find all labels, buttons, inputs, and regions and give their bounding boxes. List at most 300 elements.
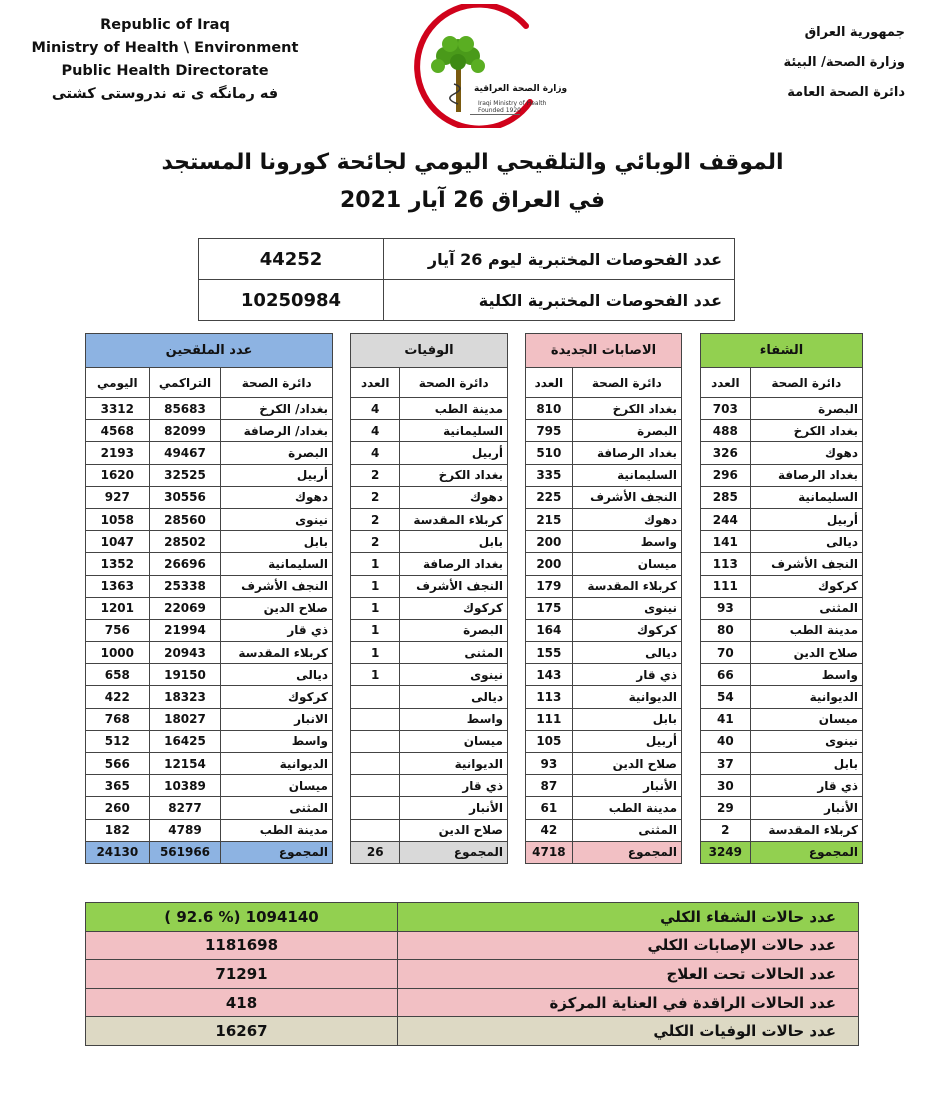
cumulative-cell: 18027: [149, 708, 221, 730]
table-row: [351, 708, 508, 730]
count-cell: 70: [701, 642, 751, 664]
dept-cell: كركوك: [221, 686, 333, 708]
cumulative-cell: 10389: [149, 775, 221, 797]
dept-cell: واسط: [572, 531, 681, 553]
table-row: [526, 819, 682, 841]
summary-label: عدد حالات الإصابات الكلي: [398, 931, 859, 960]
count-cell: 1: [351, 642, 400, 664]
cumulative-cell: 28560: [149, 508, 221, 530]
count-cell: 164: [526, 619, 573, 641]
count-cell: 29: [701, 797, 751, 819]
dept-cell: ميسان: [572, 553, 681, 575]
table-row: [701, 575, 863, 597]
dept-cell: بغداد/ الرصافة: [221, 420, 333, 442]
dept-cell: المثنى: [750, 597, 862, 619]
dept-cell: نينوى: [221, 508, 333, 530]
dept-cell: الديوانية: [221, 753, 333, 775]
dept-cell: ذي قار: [400, 775, 508, 797]
header-country: Republic of Iraq: [100, 17, 230, 33]
header-arabic-block: [685, 18, 905, 108]
new-cases-table: [525, 333, 682, 864]
dept-cell: صلاح الدين: [221, 597, 333, 619]
header-kurdish: فه رمانگه ى ته ندروستى كشتى: [51, 86, 279, 102]
count-cell: 37: [701, 753, 751, 775]
table-row: [701, 797, 863, 819]
dept-cell: أربيل: [750, 508, 862, 530]
count-cell: 488: [701, 420, 751, 442]
count-cell: 335: [526, 464, 573, 486]
table-row: [701, 420, 863, 442]
table-row: [86, 775, 333, 797]
table-row: [86, 420, 333, 442]
table-row: [701, 708, 863, 730]
count-cell: 40: [701, 730, 751, 752]
dept-cell: بغداد الكرخ: [572, 398, 681, 420]
dept-cell: مدينة الطب: [221, 819, 333, 841]
count-cell: 66: [701, 664, 751, 686]
table-row: [351, 486, 508, 508]
count-header: العدد: [526, 368, 573, 398]
dept-cell: ميسان: [221, 775, 333, 797]
count-cell: 795: [526, 420, 573, 442]
dept-cell: مدينة الطب: [750, 619, 862, 641]
count-cell: 42: [526, 819, 573, 841]
cumulative-cell: 26696: [149, 553, 221, 575]
dept-cell: ذي قار: [750, 775, 862, 797]
count-cell: 141: [701, 531, 751, 553]
count-cell: 215: [526, 508, 573, 530]
daily-cell: 1047: [86, 531, 150, 553]
dept-cell: مدينة الطب: [400, 398, 508, 420]
dept-cell: البصرة: [572, 420, 681, 442]
table-row: [86, 642, 333, 664]
cumulative-cell: 8277: [149, 797, 221, 819]
summary-row: [86, 1017, 859, 1046]
count-cell: 105: [526, 730, 573, 752]
table-row: [701, 819, 863, 841]
recovered-total-row: [701, 841, 863, 863]
count-cell: 54: [701, 686, 751, 708]
header-ministry: Ministry of Health \ Environment: [31, 40, 299, 56]
table-row: [701, 553, 863, 575]
count-cell: 143: [526, 664, 573, 686]
count-cell: 1: [351, 575, 400, 597]
table-row: [701, 508, 863, 530]
dept-cell: كربلاء المقدسة: [572, 575, 681, 597]
table-row: [86, 398, 333, 420]
count-cell: 296: [701, 464, 751, 486]
dept-cell: ذي قار: [221, 619, 333, 641]
deaths-total-count: 26: [351, 841, 400, 863]
dept-cell: دهوك: [400, 486, 508, 508]
dept-cell: ديالى: [400, 686, 508, 708]
table-row: [701, 486, 863, 508]
recovered-title: الشفاء: [701, 334, 863, 368]
deaths-table: [350, 333, 508, 864]
deaths-total-label: المجموع: [400, 841, 508, 863]
vaccinated-total-label: المجموع: [221, 841, 333, 863]
table-row: [526, 753, 682, 775]
dept-header: دائرة الصحة: [750, 368, 862, 398]
cumulative-cell: 82099: [149, 420, 221, 442]
count-header: العدد: [701, 368, 751, 398]
daily-cell: 512: [86, 730, 150, 752]
logo-arabic-text: وزارة الصحة العراقية: [474, 84, 568, 94]
daily-cell: 1058: [86, 508, 150, 530]
count-cell: 93: [526, 753, 573, 775]
dept-cell: الديوانية: [750, 686, 862, 708]
recovered-table: [700, 333, 863, 864]
table-row: [86, 819, 333, 841]
daily-cell: 658: [86, 664, 150, 686]
dept-cell: ذي قار: [572, 664, 681, 686]
deaths-header-row: [351, 368, 508, 398]
summary-value: 418: [86, 988, 398, 1017]
dept-cell: السليمانية: [400, 420, 508, 442]
count-cell: 155: [526, 642, 573, 664]
cumulative-cell: 18323: [149, 686, 221, 708]
table-row: [526, 730, 682, 752]
dept-cell: بغداد الكرخ: [400, 464, 508, 486]
count-cell: 326: [701, 442, 751, 464]
cumulative-cell: 49467: [149, 442, 221, 464]
table-row: [351, 797, 508, 819]
dept-cell: دهوك: [572, 508, 681, 530]
dept-cell: بغداد الرصافة: [572, 442, 681, 464]
summary-label: عدد الحالات الراقدة في العناية المركزة: [398, 988, 859, 1017]
dept-cell: كربلاء المقدسة: [221, 642, 333, 664]
deaths-title: الوفيات: [351, 334, 508, 368]
count-cell: 225: [526, 486, 573, 508]
vaccinated-header-row: [86, 368, 333, 398]
count-cell: 4: [351, 420, 400, 442]
summary-value: 71291: [86, 960, 398, 989]
table-row: [526, 775, 682, 797]
table-row: [351, 575, 508, 597]
table-row: [526, 531, 682, 553]
count-cell: 4: [351, 398, 400, 420]
dept-cell: مدينة الطب: [572, 797, 681, 819]
dept-cell: نينوى: [750, 730, 862, 752]
table-row: [701, 775, 863, 797]
count-cell: 93: [701, 597, 751, 619]
daily-tests-row: [199, 239, 735, 280]
new-cases-title: الاصابات الجديدة: [526, 334, 682, 368]
table-row: [526, 797, 682, 819]
table-row: [351, 753, 508, 775]
count-cell: 61: [526, 797, 573, 819]
daily-cell: 2193: [86, 442, 150, 464]
dept-cell: أربيل: [572, 730, 681, 752]
deaths-title-row: [351, 334, 508, 368]
table-row: [701, 664, 863, 686]
dept-cell: المثنى: [400, 642, 508, 664]
table-row: [351, 775, 508, 797]
dept-cell: الانبار: [221, 708, 333, 730]
new-cases-title-row: [526, 334, 682, 368]
lab-tests-table: [198, 238, 735, 321]
table-row: [351, 420, 508, 442]
recovered-title-row: [701, 334, 863, 368]
dept-cell: كربلاء المقدسة: [750, 819, 862, 841]
table-row: [526, 486, 682, 508]
dept-cell: الأنبار: [400, 797, 508, 819]
table-row: [526, 642, 682, 664]
table-row: [86, 708, 333, 730]
summary-value: 1181698: [86, 931, 398, 960]
table-row: [526, 442, 682, 464]
cumulative-cell: 4789: [149, 819, 221, 841]
deaths-total-row: [351, 841, 508, 863]
total-tests-row: [199, 280, 735, 321]
table-row: [701, 398, 863, 420]
dept-cell: كركوك: [572, 619, 681, 641]
daily-cell: 1201: [86, 597, 150, 619]
daily-cell: 182: [86, 819, 150, 841]
dept-cell: المثنى: [572, 819, 681, 841]
dept-cell: بابل: [221, 531, 333, 553]
daily-tests-value: 44252: [199, 239, 384, 280]
count-cell: 113: [526, 686, 573, 708]
daily-header: اليومي: [86, 368, 150, 398]
daily-cell: 927: [86, 486, 150, 508]
dept-cell: النجف الأشرف: [400, 575, 508, 597]
new-cases-total-label: المجموع: [572, 841, 681, 863]
cumulative-cell: 22069: [149, 597, 221, 619]
dept-cell: بغداد الكرخ: [750, 420, 862, 442]
daily-cell: 768: [86, 708, 150, 730]
table-row: [701, 730, 863, 752]
count-cell: 41: [701, 708, 751, 730]
dept-cell: دهوك: [750, 442, 862, 464]
table-row: [86, 464, 333, 486]
daily-cell: 1620: [86, 464, 150, 486]
count-cell: [351, 819, 400, 841]
recovered-total-label: المجموع: [750, 841, 862, 863]
summary-value: ( 92.6 %) 1094140: [86, 903, 398, 932]
dept-cell: البصرة: [221, 442, 333, 464]
dept-cell: كركوك: [750, 575, 862, 597]
summary-row: [86, 931, 859, 960]
cumulative-cell: 16425: [149, 730, 221, 752]
table-row: [526, 664, 682, 686]
dept-cell: الأنبار: [572, 775, 681, 797]
summary-label: عدد حالات الشفاء الكلي: [398, 903, 859, 932]
daily-cell: 422: [86, 686, 150, 708]
table-row: [86, 553, 333, 575]
count-cell: 2: [351, 531, 400, 553]
count-cell: 510: [526, 442, 573, 464]
table-row: [701, 619, 863, 641]
table-row: [351, 642, 508, 664]
count-cell: 2: [351, 486, 400, 508]
dept-cell: نينوى: [400, 664, 508, 686]
count-cell: 703: [701, 398, 751, 420]
table-row: [86, 486, 333, 508]
table-row: [86, 753, 333, 775]
summary-label: عدد الحالات تحت العلاج: [398, 960, 859, 989]
cumulative-cell: 30556: [149, 486, 221, 508]
dept-cell: بغداد الرصافة: [750, 464, 862, 486]
table-row: [526, 508, 682, 530]
table-row: [701, 753, 863, 775]
count-cell: 2: [701, 819, 751, 841]
daily-cell: 1000: [86, 642, 150, 664]
dept-cell: النجف الأشرف: [572, 486, 681, 508]
table-row: [701, 442, 863, 464]
page-title: الموقف الوبائي والتلقيحي اليومي لجائحة كورونا المستجد: [161, 150, 784, 175]
table-row: [86, 797, 333, 819]
recovered-header-row: [701, 368, 863, 398]
count-cell: [351, 797, 400, 819]
daily-cell: 1352: [86, 553, 150, 575]
dept-cell: المثنى: [221, 797, 333, 819]
table-row: [526, 553, 682, 575]
cumulative-cell: 85683: [149, 398, 221, 420]
table-row: [701, 597, 863, 619]
daily-cell: 1363: [86, 575, 150, 597]
vaccinated-total-row: [86, 841, 333, 863]
count-cell: 244: [701, 508, 751, 530]
dept-cell: صلاح الدين: [750, 642, 862, 664]
new-cases-total-count: 4718: [526, 841, 573, 863]
cumulative-cell: 25338: [149, 575, 221, 597]
daily-cell: 756: [86, 619, 150, 641]
vaccinated-title-row: [86, 334, 333, 368]
table-row: [526, 464, 682, 486]
summary-row: [86, 903, 859, 932]
table-row: [526, 619, 682, 641]
table-row: [351, 686, 508, 708]
table-row: [526, 597, 682, 619]
logo-english-text: Iraqi Ministry of Health Founded 1920: [478, 100, 547, 114]
dept-cell: ميسان: [750, 708, 862, 730]
table-row: [86, 686, 333, 708]
table-row: [86, 575, 333, 597]
dept-cell: دهوك: [221, 486, 333, 508]
dept-cell: ديالى: [750, 531, 862, 553]
count-cell: 4: [351, 442, 400, 464]
dept-cell: صلاح الدين: [572, 753, 681, 775]
count-cell: 1: [351, 597, 400, 619]
header-country-ar: جمهورية العراق: [804, 25, 905, 40]
count-cell: 111: [701, 575, 751, 597]
cumulative-header: التراكمي: [149, 368, 221, 398]
summary-row: [86, 988, 859, 1017]
summary-value: 16267: [86, 1017, 398, 1046]
count-cell: 179: [526, 575, 573, 597]
count-cell: [351, 775, 400, 797]
count-cell: [351, 753, 400, 775]
table-row: [526, 575, 682, 597]
dept-cell: الديوانية: [572, 686, 681, 708]
count-cell: [351, 730, 400, 752]
count-cell: 175: [526, 597, 573, 619]
dept-cell: نينوى: [572, 597, 681, 619]
dept-cell: السليمانية: [572, 464, 681, 486]
dept-cell: كربلاء المقدسة: [400, 508, 508, 530]
dept-cell: واسط: [750, 664, 862, 686]
summary-row: [86, 960, 859, 989]
table-row: [86, 508, 333, 530]
count-header: العدد: [351, 368, 400, 398]
dept-cell: الديوانية: [400, 753, 508, 775]
count-cell: 1: [351, 553, 400, 575]
count-cell: 1: [351, 664, 400, 686]
table-row: [526, 708, 682, 730]
count-cell: 810: [526, 398, 573, 420]
total-tests-label: عدد الفحوصات المختبرية الكلية: [384, 280, 735, 321]
count-cell: 113: [701, 553, 751, 575]
count-cell: 2: [351, 508, 400, 530]
table-row: [701, 642, 863, 664]
count-cell: 1: [351, 619, 400, 641]
dept-cell: واسط: [400, 708, 508, 730]
table-row: [526, 686, 682, 708]
table-row: [701, 686, 863, 708]
table-row: [351, 464, 508, 486]
table-row: [351, 597, 508, 619]
summary-label: عدد حالات الوفيات الكلي: [398, 1017, 859, 1046]
vaccinated-total-cumulative: 561966: [149, 841, 221, 863]
daily-cell: 365: [86, 775, 150, 797]
table-row: [86, 597, 333, 619]
cumulative-cell: 12154: [149, 753, 221, 775]
dept-cell: النجف الأشرف: [750, 553, 862, 575]
table-row: [351, 508, 508, 530]
daily-tests-label: عدد الفحوصات المختبرية ليوم 26 آيار: [384, 239, 735, 280]
daily-cell: 260: [86, 797, 150, 819]
table-row: [526, 420, 682, 442]
total-tests-value: 10250984: [199, 280, 384, 321]
table-row: [701, 464, 863, 486]
count-cell: 80: [701, 619, 751, 641]
count-cell: 285: [701, 486, 751, 508]
daily-cell: 4568: [86, 420, 150, 442]
vaccinated-title: عدد الملقحين: [86, 334, 333, 368]
table-row: [86, 619, 333, 641]
summary-table: [85, 902, 859, 1046]
table-row: [86, 664, 333, 686]
table-row: [86, 442, 333, 464]
recovered-total-count: 3249: [701, 841, 751, 863]
table-row: [526, 398, 682, 420]
cumulative-cell: 21994: [149, 619, 221, 641]
dept-cell: كركوك: [400, 597, 508, 619]
header-directorate: Public Health Directorate: [61, 63, 269, 79]
vaccinated-total-daily: 24130: [86, 841, 150, 863]
header-directorate-ar: دائرة الصحة العامة: [787, 85, 905, 100]
table-row: [351, 442, 508, 464]
count-cell: 30: [701, 775, 751, 797]
table-row: [351, 531, 508, 553]
dept-cell: النجف الأشرف: [221, 575, 333, 597]
dept-header: دائرة الصحة: [400, 368, 508, 398]
dept-cell: واسط: [221, 730, 333, 752]
table-row: [351, 553, 508, 575]
table-row: [351, 664, 508, 686]
count-cell: 200: [526, 531, 573, 553]
table-row: [351, 398, 508, 420]
daily-cell: 3312: [86, 398, 150, 420]
count-cell: 2: [351, 464, 400, 486]
dept-cell: أربيل: [400, 442, 508, 464]
dept-cell: ميسان: [400, 730, 508, 752]
dept-cell: البصرة: [750, 398, 862, 420]
cumulative-cell: 19150: [149, 664, 221, 686]
table-row: [86, 730, 333, 752]
count-cell: 200: [526, 553, 573, 575]
